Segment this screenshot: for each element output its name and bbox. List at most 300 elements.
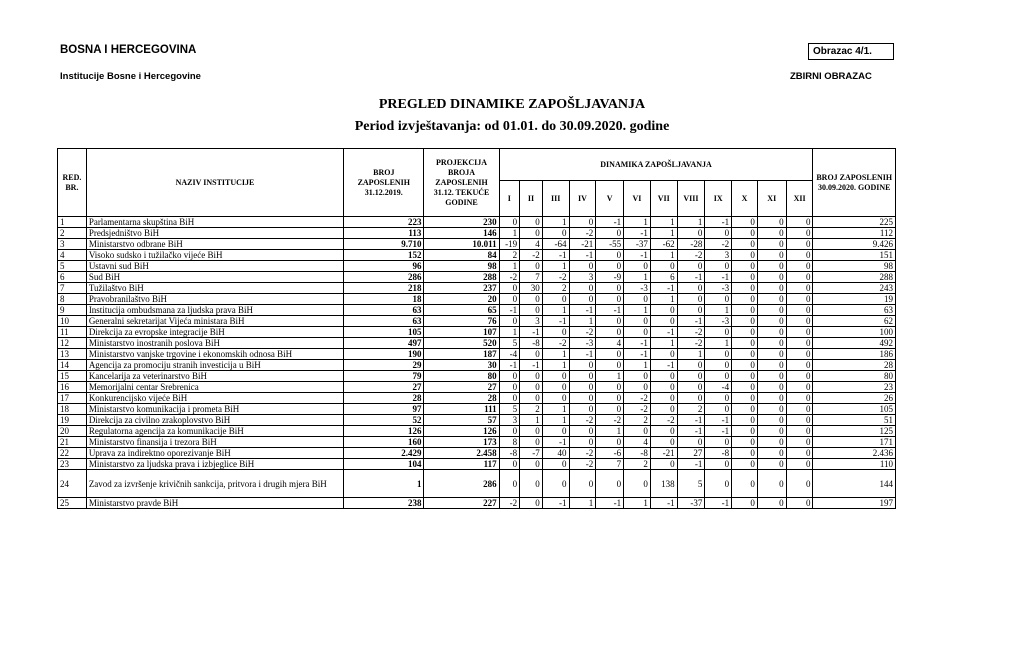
country-name: BOSNA I HERCEGOVINA [60,44,197,56]
month-value: 0 [677,283,705,294]
month-value: 0 [499,217,520,228]
month-value: 0 [499,283,520,294]
month-value: -1 [624,228,651,239]
employees-2019: 113 [344,228,424,239]
month-value: 0 [677,261,705,272]
employees-2019: 190 [344,349,424,360]
month-value: 8 [499,437,520,448]
month-value: 0 [650,305,677,316]
month-value: 0 [705,437,732,448]
employees-2020: 112 [813,228,896,239]
month-value: 1 [542,305,569,316]
employees-2020: 26 [813,393,896,404]
institution-name: Ministarstvo finansija i trezora BiH [86,437,343,448]
employees-2019: 223 [344,217,424,228]
month-value: 0 [596,283,624,294]
month-value: 0 [596,437,624,448]
month-value: 0 [732,228,758,239]
table-row [58,327,896,338]
month-value: 0 [499,294,520,305]
month-value: 27 [677,448,705,459]
month-value: -3 [705,283,732,294]
month-value: 0 [757,426,786,437]
employees-2020: 100 [813,327,896,338]
institution-name: Agencija za promociju stranih investicija u BiH [86,360,343,371]
table-row [58,459,896,470]
month-value: -3 [569,338,596,349]
month-value: 0 [705,459,732,470]
employees-2019: 1 [344,470,424,498]
month-value: 0 [677,305,705,316]
month-value: 0 [786,349,813,360]
month-value: -1 [624,338,651,349]
month-value: 0 [677,382,705,393]
month-value: 0 [786,448,813,459]
month-value: 0 [520,228,543,239]
table-row [58,437,896,448]
month-value: 0 [757,437,786,448]
month-value: -28 [677,239,705,250]
month-value: 0 [499,316,520,327]
row-number: 23 [58,459,87,470]
employees-2020: 105 [813,404,896,415]
employees-2019: 27 [344,382,424,393]
month-value: 0 [757,404,786,415]
month-value: 0 [732,272,758,283]
month-value: 5 [499,338,520,349]
month-value: 0 [757,228,786,239]
projection: 107 [424,327,499,338]
month-value: 0 [650,426,677,437]
employees-2020: 19 [813,294,896,305]
month-value: 0 [732,316,758,327]
institution-name: Kancelarija za veterinarstvo BiH [86,371,343,382]
month-value: 0 [786,360,813,371]
employees-2020: 9.426 [813,239,896,250]
table-row [58,498,896,509]
table-row [58,217,896,228]
month-value: 0 [569,426,596,437]
month-value: 0 [650,371,677,382]
projection: 117 [424,459,499,470]
month-value: 0 [786,415,813,426]
month-value: 0 [542,470,569,498]
projection: 98 [424,261,499,272]
month-value: -1 [650,498,677,509]
month-value: 0 [569,404,596,415]
row-number: 10 [58,316,87,327]
table-row [58,404,896,415]
institution-name: Memorijalni centar Srebrenica [86,382,343,393]
month-value: 5 [499,404,520,415]
month-value: 0 [499,470,520,498]
month-value: 0 [732,371,758,382]
month-value: 0 [624,327,651,338]
month-value: 2 [520,404,543,415]
month-value: 0 [786,426,813,437]
month-value: -1 [520,327,543,338]
month-value: -4 [705,382,732,393]
month-value: 0 [624,426,651,437]
month-value: 0 [596,393,624,404]
month-value: 0 [732,426,758,437]
month-value: -3 [624,283,651,294]
month-value: 1 [650,217,677,228]
month-value: 4 [520,239,543,250]
institution-name: Predsjedništvo BiH [86,228,343,239]
header-month: I [499,181,520,217]
month-value: 0 [732,261,758,272]
month-value: 0 [677,371,705,382]
projection: 288 [424,272,499,283]
month-value: 0 [732,338,758,349]
month-value: 0 [705,261,732,272]
month-value: 0 [732,349,758,360]
month-value: 0 [786,272,813,283]
month-value: 0 [520,437,543,448]
month-value: 0 [705,404,732,415]
month-value: 0 [677,360,705,371]
month-value: 0 [596,228,624,239]
institution-name: Ustavni sud BiH [86,261,343,272]
month-value: 0 [569,283,596,294]
institution-name: Ministarstvo komunikacija i prometa BiH [86,404,343,415]
month-value: -8 [520,338,543,349]
employees-2019: 29 [344,360,424,371]
month-value: -2 [520,250,543,261]
month-value: 0 [677,437,705,448]
table-row [58,470,896,498]
month-value: -1 [677,459,705,470]
month-value: -19 [499,239,520,250]
month-value: 0 [520,459,543,470]
month-value: 0 [732,393,758,404]
month-value: 0 [757,415,786,426]
row-number: 22 [58,448,87,459]
month-value: 1 [624,272,651,283]
month-value: 0 [520,426,543,437]
row-number: 18 [58,404,87,415]
month-value: 0 [569,360,596,371]
month-value: 0 [786,316,813,327]
header-month: IV [569,181,596,217]
month-value: 0 [650,261,677,272]
employees-2020: 28 [813,360,896,371]
month-value: 0 [520,349,543,360]
month-value: 2 [542,283,569,294]
projection: 227 [424,498,499,509]
table-row [58,283,896,294]
month-value: 0 [786,338,813,349]
row-number: 14 [58,360,87,371]
month-value: 0 [786,217,813,228]
row-number: 2 [58,228,87,239]
month-value: -2 [499,498,520,509]
month-value: -2 [499,272,520,283]
projection: 57 [424,415,499,426]
month-value: 0 [786,459,813,470]
month-value: -1 [705,498,732,509]
projection: 2.458 [424,448,499,459]
month-value: 0 [569,437,596,448]
institution-name: Parlamentarna skupština BiH [86,217,343,228]
month-value: 0 [732,404,758,415]
employees-2019: 28 [344,393,424,404]
month-value: -4 [499,349,520,360]
month-value: 3 [499,415,520,426]
month-value: 0 [624,261,651,272]
month-value: -1 [542,316,569,327]
month-value: -2 [705,239,732,250]
month-value: -37 [624,239,651,250]
employees-2020: 186 [813,349,896,360]
employees-2020: 80 [813,371,896,382]
month-value: 0 [732,250,758,261]
row-number: 19 [58,415,87,426]
month-value: -8 [499,448,520,459]
month-value: 3 [569,272,596,283]
month-value: 0 [650,393,677,404]
month-value: -8 [624,448,651,459]
employees-2020: 63 [813,305,896,316]
month-value: -1 [677,316,705,327]
month-value: 1 [542,404,569,415]
month-value: -1 [520,360,543,371]
row-number: 5 [58,261,87,272]
projection: 126 [424,426,499,437]
month-value: -62 [650,239,677,250]
month-value: 4 [624,437,651,448]
month-value: -64 [542,239,569,250]
month-value: 0 [757,316,786,327]
month-value: 1 [624,360,651,371]
employment-table [57,148,896,509]
month-value: 0 [569,393,596,404]
month-value: 0 [732,498,758,509]
month-value: 0 [786,327,813,338]
month-value: -3 [705,316,732,327]
table-row [58,316,896,327]
month-value: 0 [786,437,813,448]
month-value: -9 [596,272,624,283]
table-row [58,415,896,426]
month-value: -1 [542,437,569,448]
month-value: 0 [650,316,677,327]
projection: 20 [424,294,499,305]
month-value: 0 [596,261,624,272]
month-value: 1 [624,217,651,228]
form-type-label: ZBIRNI OBRAZAC [790,71,872,82]
month-value: -1 [650,360,677,371]
month-value: 0 [705,371,732,382]
institution-name: Ministarstvo pravde BiH [86,498,343,509]
row-number: 6 [58,272,87,283]
month-value: 4 [596,338,624,349]
month-value: 0 [569,382,596,393]
employees-2020: 51 [813,415,896,426]
month-value: 0 [542,228,569,239]
institution-name: Ministarstvo za ljudska prava i izbjeglice BiH [86,459,343,470]
month-value: 0 [786,283,813,294]
month-value: -1 [499,360,520,371]
row-number: 13 [58,349,87,360]
table-row [58,393,896,404]
month-value: 0 [705,294,732,305]
month-value: -2 [677,327,705,338]
month-value: -2 [569,327,596,338]
row-number: 25 [58,498,87,509]
institution-name: Sud BiH [86,272,343,283]
month-value: -2 [569,228,596,239]
month-value: 2 [624,459,651,470]
month-value: 0 [757,393,786,404]
month-value: -1 [650,327,677,338]
month-value: 40 [542,448,569,459]
month-value: 1 [650,228,677,239]
month-value: -1 [499,305,520,316]
table-row [58,382,896,393]
month-value: 0 [786,305,813,316]
month-value: 0 [757,470,786,498]
row-number: 1 [58,217,87,228]
institution-name: Ministarstvo inostranih poslova BiH [86,338,343,349]
row-number: 24 [58,470,87,498]
month-value: -1 [596,498,624,509]
month-value: 0 [732,437,758,448]
month-value: 0 [596,294,624,305]
month-value: 0 [499,426,520,437]
header-month: III [542,181,569,217]
month-value: -2 [677,250,705,261]
employees-2020: 23 [813,382,896,393]
month-value: 0 [520,294,543,305]
month-value: 0 [520,470,543,498]
month-value: 0 [499,459,520,470]
month-value: -1 [596,217,624,228]
month-value: 0 [786,393,813,404]
employees-2020: 492 [813,338,896,349]
month-value: 1 [542,349,569,360]
month-value: 0 [786,382,813,393]
month-value: 0 [786,371,813,382]
month-value: 1 [624,498,651,509]
month-value: -6 [596,448,624,459]
header-end: BROJ ZAPOSLENIH 30.09.2020. GODINE [813,149,896,217]
month-value: -2 [624,404,651,415]
month-value: 0 [677,228,705,239]
table-row [58,261,896,272]
institution-name: Regulatorna agencija za komunikacije BiH [86,426,343,437]
month-value: -1 [650,283,677,294]
month-value: -8 [705,448,732,459]
employees-2019: 126 [344,426,424,437]
month-value: 0 [596,382,624,393]
employees-2020: 98 [813,261,896,272]
header-month: VIII [677,181,705,217]
header-red-br: RED. BR. [58,149,87,217]
month-value: 0 [732,470,758,498]
projection: 27 [424,382,499,393]
month-value: 0 [786,261,813,272]
projection: 10.011 [424,239,499,250]
month-value: 0 [757,250,786,261]
employees-2019: 97 [344,404,424,415]
projection: 230 [424,217,499,228]
employees-2019: 79 [344,371,424,382]
month-value: 0 [624,470,651,498]
month-value: 0 [757,349,786,360]
employees-2019: 63 [344,305,424,316]
month-value: 0 [569,470,596,498]
table-row [58,371,896,382]
employees-2019: 218 [344,283,424,294]
month-value: -1 [705,415,732,426]
month-value: 0 [732,239,758,250]
month-value: -1 [624,349,651,360]
month-value: 0 [732,382,758,393]
month-value: 0 [705,327,732,338]
header-month: VI [624,181,651,217]
month-value: -2 [542,338,569,349]
month-value: 6 [650,272,677,283]
month-value: 0 [786,294,813,305]
month-value: -1 [677,272,705,283]
month-value: 2 [624,415,651,426]
month-value: 3 [705,250,732,261]
header-month: IX [705,181,732,217]
month-value: 0 [786,228,813,239]
month-value: 1 [542,415,569,426]
month-value: 0 [520,498,543,509]
header-broj: BROJ ZAPOSLENIH 31.12.2019. [344,149,424,217]
month-value: -2 [569,415,596,426]
month-value: 0 [520,382,543,393]
month-value: 0 [596,360,624,371]
employees-2019: 105 [344,327,424,338]
month-value: -1 [624,250,651,261]
employees-2019: 497 [344,338,424,349]
month-value: -2 [569,448,596,459]
row-number: 4 [58,250,87,261]
table-row [58,250,896,261]
month-value: 0 [650,459,677,470]
header-dinamika: DINAMIKA ZAPOŠLJAVANJA [499,149,813,181]
month-value: 0 [705,349,732,360]
projection: 84 [424,250,499,261]
month-value: 0 [732,283,758,294]
month-value: 0 [677,294,705,305]
employees-2019: 286 [344,272,424,283]
month-value: 0 [624,316,651,327]
month-value: -1 [705,217,732,228]
document-title: PREGLED DINAMIKE ZAPOŠLJAVANJA [378,97,646,112]
header-month: VII [650,181,677,217]
employees-2020: 151 [813,250,896,261]
row-number: 9 [58,305,87,316]
month-value: 0 [705,360,732,371]
employees-2020: 125 [813,426,896,437]
month-value: 0 [650,437,677,448]
employees-2019: 104 [344,459,424,470]
month-value: -1 [569,349,596,360]
table-row [58,272,896,283]
employees-2019: 96 [344,261,424,272]
table-row [58,239,896,250]
month-value: 1 [569,316,596,327]
row-number: 21 [58,437,87,448]
month-value: 0 [499,371,520,382]
header-name: NAZIV INSTITUCIJE [86,149,343,217]
